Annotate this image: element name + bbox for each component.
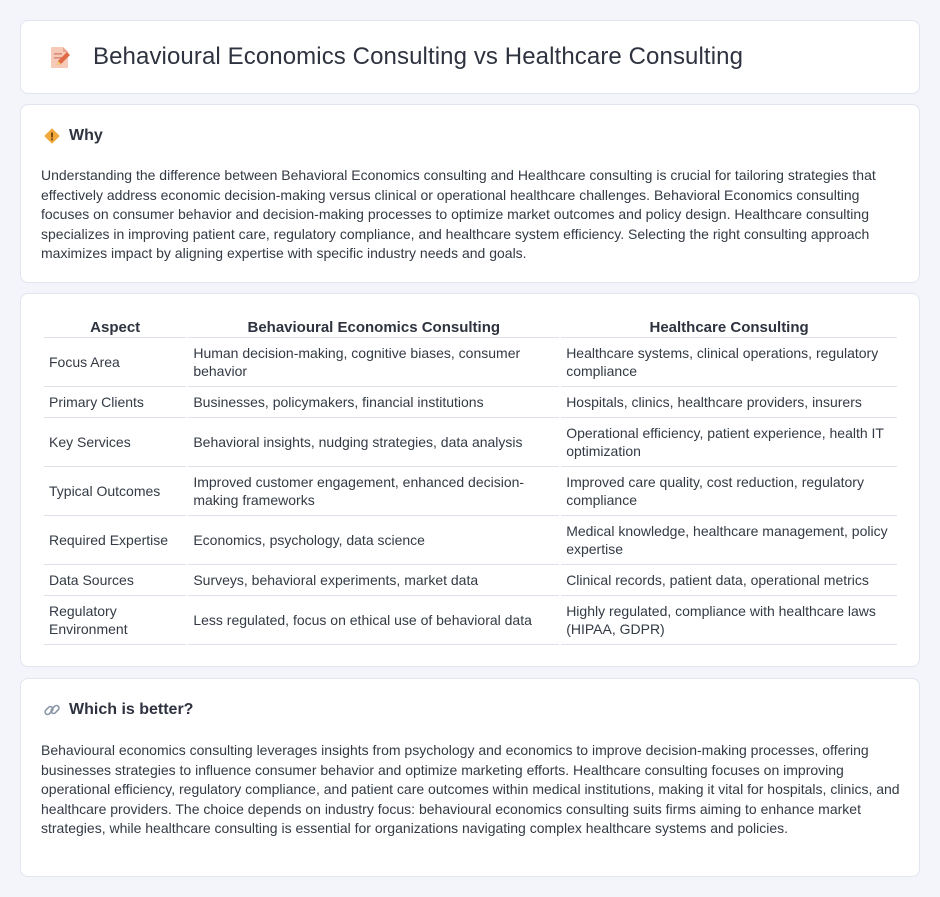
why-section xyxy=(20,104,920,283)
cell-aspect: Data Sources xyxy=(44,565,186,596)
cell-behavioural: Less regulated, focus on ethical use of behavioral data xyxy=(188,596,559,645)
cell-healthcare: Operational efficiency, patient experience, health IT optimization xyxy=(561,418,897,467)
which-is-better-section xyxy=(20,678,920,877)
cell-aspect: Key Services xyxy=(44,418,186,467)
better-title: Which is better? xyxy=(69,701,194,718)
cell-healthcare: Hospitals, clinics, healthcare providers, insurers xyxy=(561,387,897,418)
cell-healthcare: Healthcare systems, clinical operations, regulatory compliance xyxy=(561,338,897,387)
table-row xyxy=(44,418,897,467)
cell-behavioural: Economics, psychology, data science xyxy=(188,516,559,565)
cell-aspect: Regulatory Environment xyxy=(44,596,186,645)
better-paragraph: Behavioural economics consulting leverages insights from psychology and economics to improve decision-making processes, offering businesses strategies to influence consumer behavior and optimize marketing efforts. Healthcare consulting focuses on improving operational efficiency, regulatory compliance, and patient care outcomes within medical institutions, making it vital for hospitals, clinics, and healthcare providers. The choice depends on industry focus: behavioural economics consulting suits firms aiming to enhance market strategies, while healthcare consulting is essential for organizations navigating complex healthcare systems and policies. xyxy=(41,742,900,837)
table-row xyxy=(44,596,897,645)
why-title: Why xyxy=(69,127,103,144)
cell-healthcare: Medical knowledge, healthcare management, policy expertise xyxy=(561,516,897,565)
why-paragraph: Understanding the difference between Behavioral Economics consulting and Healthcare consulting is crucial for tailoring strategies that effectively address economic decision-making versus clinical or operational healthcare challenges. Behavioral Economics consulting focuses on consumer behavior and decision-making processes to optimize market outcomes and policy design. Healthcare consulting specializes in improving patient care, regulatory compliance, and healthcare system efficiency. Selecting the right consulting approach maximizes impact by aligning expertise with specific industry needs and goals. xyxy=(41,167,876,262)
cell-behavioural: Businesses, policymakers, financial institutions xyxy=(188,387,559,418)
cell-healthcare: Highly regulated, compliance with healthcare laws (HIPAA, GDPR) xyxy=(561,596,897,645)
table-row xyxy=(44,565,897,596)
cell-aspect: Primary Clients xyxy=(44,387,186,418)
cell-behavioural: Improved customer engagement, enhanced decision-making frameworks xyxy=(188,467,559,516)
comparison-table xyxy=(42,316,899,645)
column-header-healthcare: Healthcare Consulting xyxy=(561,316,897,338)
table-row xyxy=(44,338,897,387)
cell-aspect: Typical Outcomes xyxy=(44,467,186,516)
table-header-row xyxy=(44,316,897,338)
cell-healthcare: Improved care quality, cost reduction, regulatory compliance xyxy=(561,467,897,516)
link-icon xyxy=(43,701,61,719)
table-row xyxy=(44,387,897,418)
cell-behavioural: Behavioral insights, nudging strategies, data analysis xyxy=(188,418,559,467)
column-header-behavioural: Behavioural Economics Consulting xyxy=(188,316,559,338)
cell-aspect: Required Expertise xyxy=(44,516,186,565)
cell-healthcare: Clinical records, patient data, operational metrics xyxy=(561,565,897,596)
table-row xyxy=(44,467,897,516)
comparison-section xyxy=(20,293,920,667)
document-edit-icon xyxy=(47,44,73,70)
why-header xyxy=(43,127,103,145)
page-title: Behavioural Economics Consulting vs Healthcare Consulting xyxy=(93,43,744,70)
cell-behavioural: Human decision-making, cognitive biases, consumer behavior xyxy=(188,338,559,387)
title-card xyxy=(20,20,920,94)
better-header xyxy=(43,701,193,719)
diamond-sign-icon xyxy=(43,127,61,145)
title-row xyxy=(21,21,919,93)
cell-aspect: Focus Area xyxy=(44,338,186,387)
column-header-aspect: Aspect xyxy=(44,316,186,338)
table-row xyxy=(44,516,897,565)
cell-behavioural: Surveys, behavioral experiments, market data xyxy=(188,565,559,596)
